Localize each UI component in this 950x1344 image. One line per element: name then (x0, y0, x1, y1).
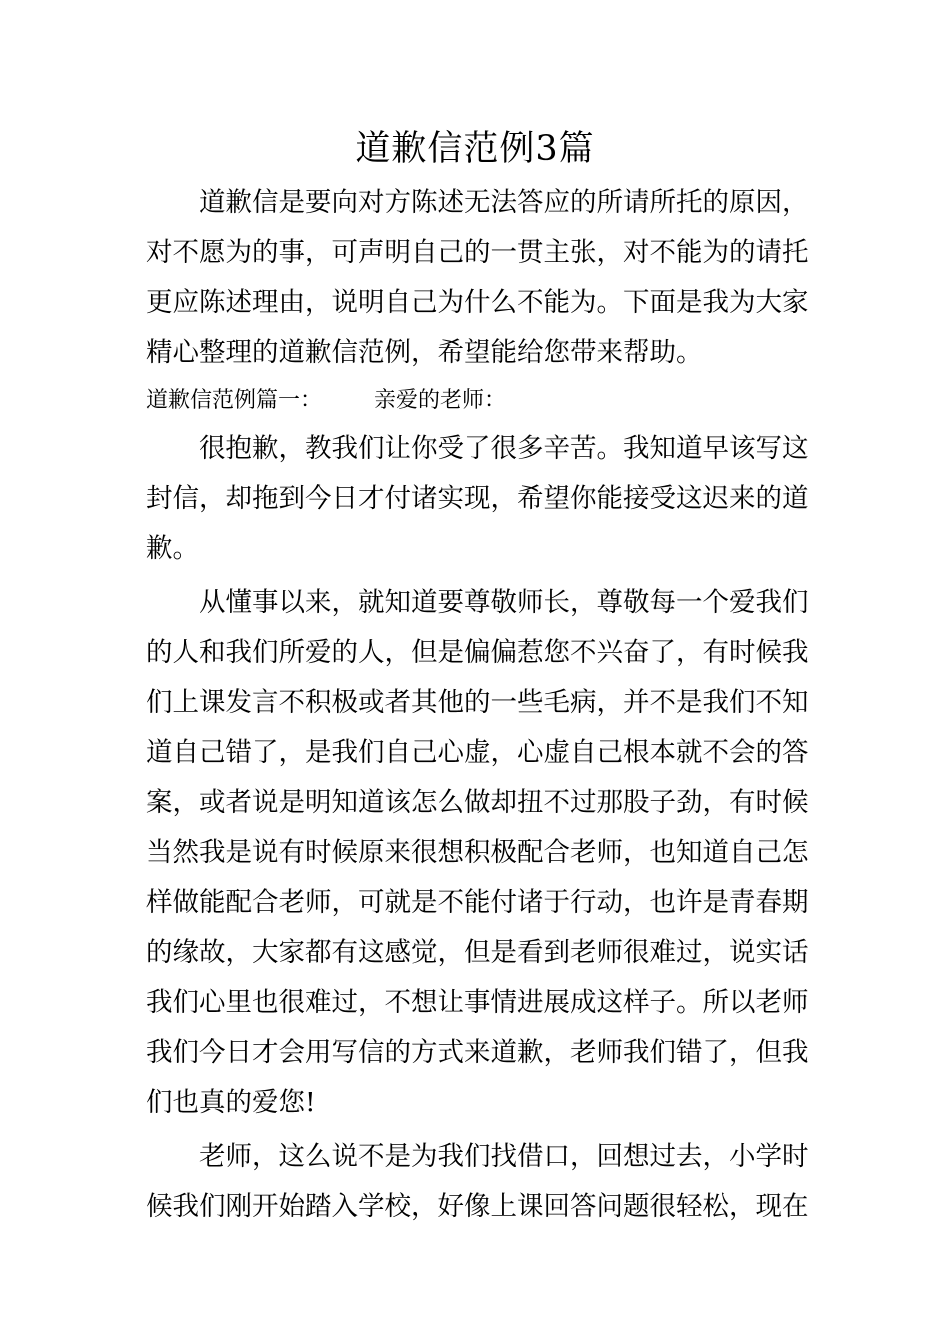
section-heading-row (146, 378, 808, 424)
paragraph-line: 的人和我们所爱的人，但是偏偏惹您不兴奋了，有时候我 (146, 637, 809, 668)
salutation: 亲爱的老师： (374, 388, 507, 413)
paragraph-line: 封信，却拖到今日才付诸实现，希望你能接受这迟来的道 (146, 483, 809, 514)
intro-line: 精心整理的道歉信范例，希望能给您带来帮助。 (146, 337, 703, 368)
section-heading: 道歉信范例篇一： (146, 388, 323, 413)
paragraph-line: 案，或者说是明知道该怎么做却扭不过那股子劲，有时候 (146, 787, 809, 818)
paragraph-line: 候我们刚开始踏入学校，好像上课回答问题很轻松，现在 (146, 1191, 809, 1222)
paragraph-line: 老师，这么说不是为我们找借口，回想过去，小学时 (199, 1141, 809, 1172)
document-title: 道歉信范例3篇 (355, 129, 595, 169)
body-paragraph-2 (146, 578, 808, 1128)
intro-line: 更应陈述理由，说明自己为什么不能为。下面是我为大家 (146, 287, 809, 318)
paragraph-line: 们上课发言不积极或者其他的一些毛病，并不是我们不知 (146, 687, 809, 718)
intro-line: 对不愿为的事，可声明自己的一贯主张，对不能为的请托 (146, 237, 809, 268)
paragraph-line: 我们今日才会用写信的方式来道歉，老师我们错了，但我 (146, 1037, 809, 1068)
paragraph-line: 很抱歉，教我们让你受了很多辛苦。我知道早该写这 (199, 433, 809, 464)
intro-paragraph (146, 178, 808, 378)
paragraph-line: 样做能配合老师，可就是不能付诸于行动，也许是青春期 (146, 887, 809, 918)
intro-line: 道歉信是要向对方陈述无法答应的所请所托的原因， (199, 187, 809, 218)
paragraph-line: 我们心里也很难过，不想让事情进展成这样子。所以老师 (146, 987, 809, 1018)
body-paragraph-1 (146, 424, 808, 574)
body-paragraph-3 (146, 1132, 808, 1232)
paragraph-line: 从懂事以来，就知道要尊敬师长，尊敬每一个爱我们 (199, 587, 809, 618)
paragraph-line: 道自己错了，是我们自己心虚，心虚自己根本就不会的答 (146, 737, 809, 768)
paragraph-line: 当然我是说有时候原来很想积极配合老师，也知道自己怎 (146, 837, 809, 868)
paragraph-line: 歉。 (146, 533, 199, 564)
document-body (146, 178, 808, 1232)
paragraph-line: 们也真的爱您! (146, 1087, 316, 1118)
paragraph-line: 的缘故，大家都有这感觉，但是看到老师很难过，说实话 (146, 937, 809, 968)
